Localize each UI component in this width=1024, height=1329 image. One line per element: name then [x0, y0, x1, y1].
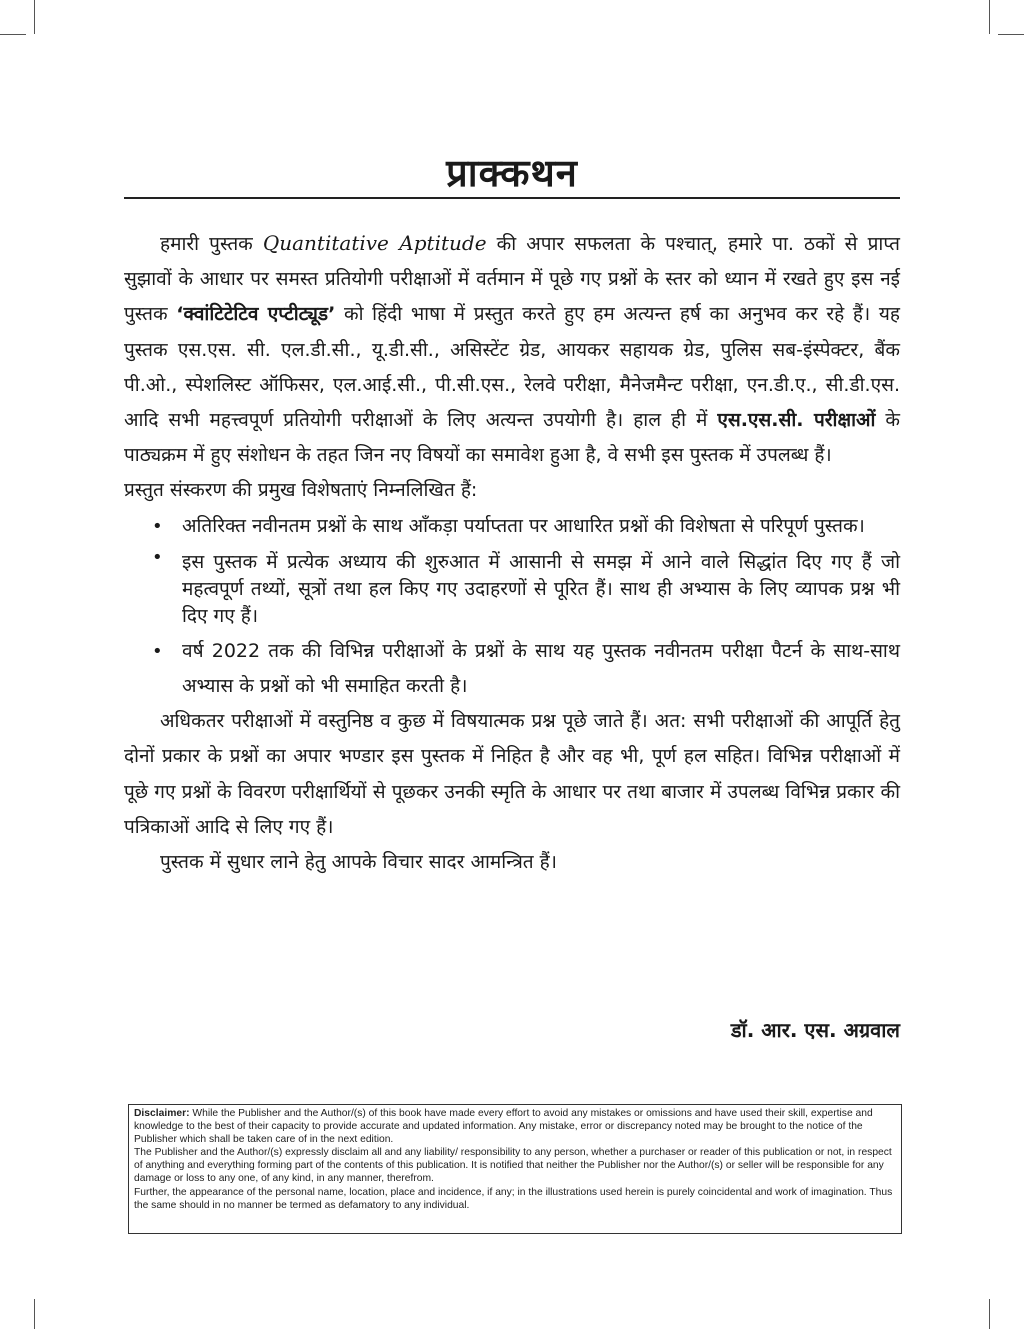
features-intro: प्रस्तुत संस्करण की प्रमुख विशेषताएं निम्नलिखित हैं:	[124, 479, 478, 502]
crop-mark-top-left	[34, 0, 35, 34]
crop-mark-top-right	[989, 0, 990, 34]
bullet-icon: •	[152, 515, 163, 537]
crop-mark-bottom-left	[34, 1299, 35, 1329]
bullet-icon: •	[152, 546, 163, 568]
feature-text: वर्ष 2022 तक की विभिन्न परीक्षाओं के प्रश्नों के साथ यह पुस्तक नवीनतम परीक्षा पैटर्न के साथ-साथ अभ्यास के प्रश्नों को भी समाहित करती है।	[182, 639, 900, 698]
list-item	[124, 634, 900, 704]
intro-paragraph	[124, 226, 900, 473]
intro-text-2: की अपार सफलता के पश्चात्, हमारे पा. ठकों से प्राप्त सुझावों के आधार पर समस्त प्रतियोगी परीक्षाओं में वर्तमान में पूछे गए प्रश्नों के स्तर को ध्यान में रखते हुए इस नई पुस्तक	[124, 233, 901, 326]
intro-text-3: को हिंदी भाषा में प्रस्तुत करते हुए हम अत्यन्त हर्ष का अनुभव कर रहे हैं। यह पुस्तक एस.एस. सी. एल.डी.सी., यू.डी.सी., असिस्टेंट ग्रेड, आयकर सहायक ग्रेड, पुलिस सब-इंस्पेक्टर, बैंक पी.ओ., स्पेशलिस्ट ऑफिसर, एल.आई.सी., पी.सी.एस., रेलवे परीक्षा, मैनेजमैन्ट परीक्षा, एन.डी.ए., सी.डी.एस. आदि सभी महत्त्वपूर्ण प्रतियोगी परीक्षाओं के लिए अत्यन्त उपयोगी है। हाल ही में	[124, 303, 900, 432]
suggestions-paragraph: पुस्तक में सुधार लाने हेतु आपके विचार सादर आमन्त्रित हैं।	[160, 851, 557, 874]
disclaimer-text-2: The Publisher and the Author/(s) expressly disclaim all and any liability/ responsibility to any person, whether a purchaser or reader of this publication or not, in respect of anything and everything forming part of the contents of this publication. It is notified that neither the Publisher nor the Author/(s) or seller will be responsible for any damage or loss to any one, of any kind, in any manner, therefrom.	[134, 1147, 892, 1185]
crop-mark-top-left-h	[0, 34, 26, 35]
list-item	[124, 544, 900, 634]
title-underline	[124, 197, 900, 199]
features-list	[124, 509, 900, 705]
crop-mark-top-right-h	[998, 34, 1024, 35]
ssc-exams-highlight: एस.एस.सी. परीक्षाओं	[717, 409, 876, 432]
author-signature: डॉ. आर. एस. अग्रवाल	[730, 1018, 900, 1042]
feature-text: इस पुस्तक में प्रत्येक अध्याय की शुरुआत में आसानी से समझ में आने वाले सिद्धांत दिए गए हैं जो महत्वपूर्ण तथ्यों, सूत्रों तथा हल किए गए उदाहरणों से पूरित हैं। साथ ही अभ्यास के लिए व्यापक प्रश्न भी दिए गए हैं।	[182, 550, 900, 627]
disclaimer-box	[128, 1104, 902, 1234]
book-title-english: Quantitative Aptitude	[262, 231, 487, 255]
crop-mark-bottom-right	[989, 1299, 990, 1329]
disclaimer-label: Disclaimer:	[134, 1108, 190, 1119]
feature-text: अतिरिक्त नवीनतम प्रश्नों के साथ आँकड़ा पर्याप्तता पर आधारित प्रश्नों की विशेषता से परिपूर्ण पुस्तक।	[182, 514, 865, 537]
book-title-hindi: ‘क्वांटिटेटिव एप्टीट्यूड’	[176, 303, 336, 326]
disclaimer-text-3: Further, the appearance of the personal name, location, place and incidence, if any; in the illustrations used herein is purely coincidental and work of imagination. Thus the same should in no manner be termed as defamatory to any individual.	[134, 1186, 893, 1211]
page-title: प्राक्कथन	[446, 151, 578, 195]
exam-paragraph: अधिकतर परीक्षाओं में वस्तुनिष्ठ व कुछ में विषयात्मक प्रश्न पूछे जाते हैं। अत: सभी परीक्षाओं की आपूर्ति हेतु दोनों प्रकार के प्रश्नों का अपार भण्डार इस पुस्तक में निहित है और वह भी, पूर्ण हल सहित। विभिन्न परीक्षाओं में पूछे गए प्रश्नों के विवरण परीक्षार्थियों से पूछकर उनकी स्मृति के आधार पर तथा बाजार में उपलब्ध विभिन्न प्रकार की पत्रिकाओं आदि से लिए गए हैं।	[124, 710, 900, 838]
disclaimer-text-1: While the Publisher and the Author/(s) of this book have made every effort to avoid any mistakes or omissions and have used their skill, expertise and knowledge to the best of their capacity to provide accurate and updated information. Any mistake, error or discrepancy noted may be brought to the notice of the Publisher which shall be taken care of in the next edition.	[134, 1108, 873, 1146]
bullet-icon: •	[152, 640, 163, 662]
intro-text-1: हमारी पुस्तक	[160, 233, 263, 255]
intro-text-4: के पाठ्यक्रम में हुए संशोधन के तहत जिन नए विषयों का समावेश हुआ है, वे सभी इस पुस्तक में उपलब्ध हैं।	[124, 409, 900, 467]
list-item	[124, 509, 900, 544]
preface-body	[124, 226, 900, 880]
disclaimer-paragraph	[134, 1107, 896, 1146]
